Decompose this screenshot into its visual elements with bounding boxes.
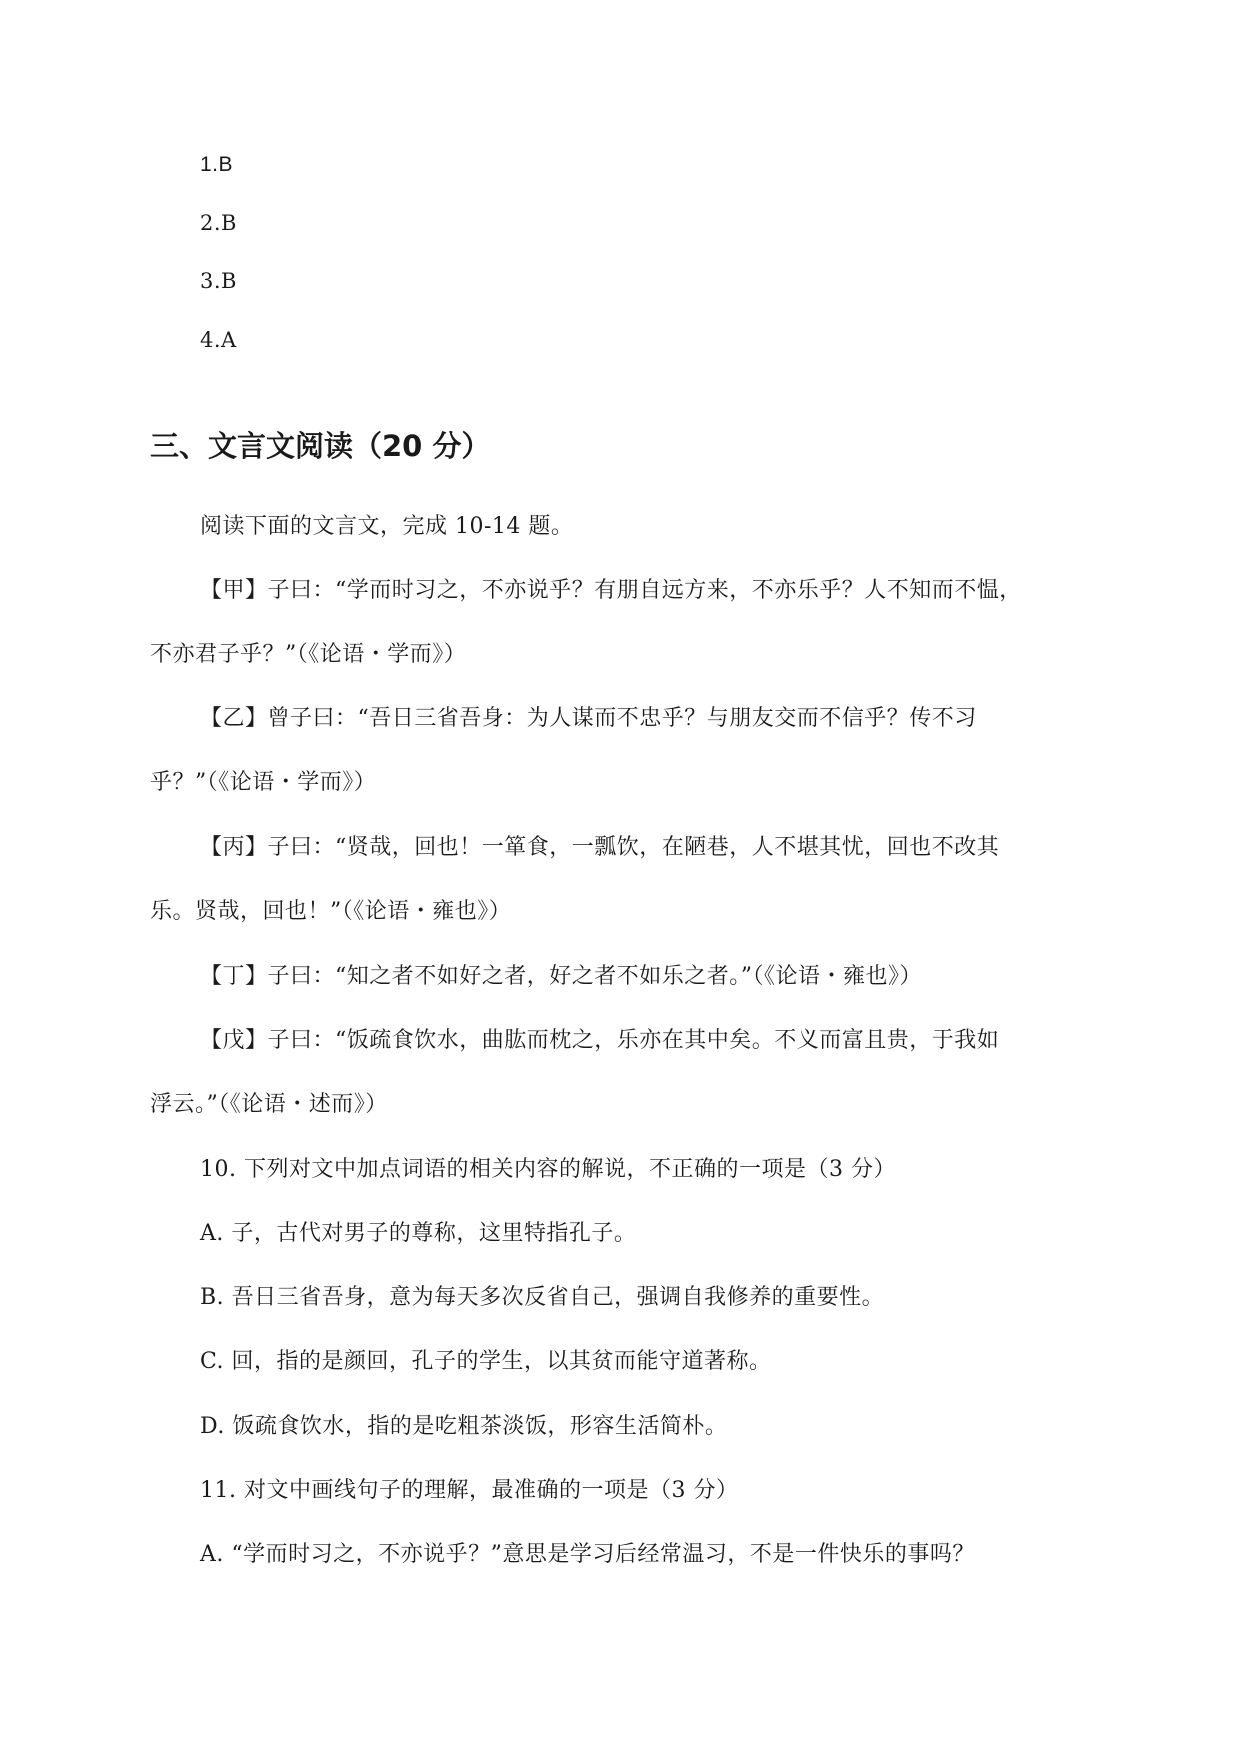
passage-ding-line-1: 【丁】子曰：“知之者不如好之者，好之者不如乐之者。”（《论语・雍也》） bbox=[200, 964, 922, 989]
passage-yi-line-1: 【乙】曾子曰：“吾日三省吾身：为人谋而不忠乎？与朋友交而不信乎？传不习 bbox=[200, 706, 977, 731]
answer-1: 1.B bbox=[200, 153, 234, 176]
question-10-option-d: D. 饭疏食饮水，指的是吃粗茶淡饭，形容生活简朴。 bbox=[200, 1414, 728, 1439]
passage-wu-line-2: 浮云。”（《论语・述而》） bbox=[150, 1092, 388, 1117]
question-10-stem: 10. 下列对文中加点词语的相关内容的解说，不正确的一项是（3 分） bbox=[200, 1157, 896, 1182]
question-10-option-b: B. 吾日三省吾身，意为每天多次反省自己，强调自我修养的重要性。 bbox=[200, 1285, 885, 1310]
passage-jia-line-2: 不亦君子乎？”（《论语・学而》） bbox=[150, 642, 467, 667]
passage-bing-line-1: 【丙】子曰：“贤哉，回也！一箪食，一瓢饮，在陋巷，人不堪其忧，回也不改其 bbox=[200, 835, 1000, 860]
question-10-option-c: C. 回，指的是颜回，孔子的学生，以其贫而能守道著称。 bbox=[200, 1349, 772, 1374]
answer-3: 3.B bbox=[200, 269, 237, 293]
section-title: 三、文言文阅读（20 分） bbox=[150, 429, 491, 463]
answer-4: 4.A bbox=[200, 328, 237, 352]
passage-jia-line-1: 【甲】子曰：“学而时习之，不亦说乎？有朋自远方来，不亦乐乎？人不知而不愠， bbox=[200, 578, 1022, 603]
answer-2: 2.B bbox=[200, 211, 237, 235]
instruction: 阅读下面的文言文，完成 10-14 题。 bbox=[200, 514, 574, 539]
question-10-option-a: A. 子，古代对男子的尊称，这里特指孔子。 bbox=[200, 1221, 637, 1246]
passage-wu-line-1: 【戊】子曰：“饭疏食饮水，曲肱而枕之，乐亦在其中矣。不义而富且贵，于我如 bbox=[200, 1028, 1000, 1053]
question-11-stem: 11. 对文中画线句子的理解，最准确的一项是（3 分） bbox=[200, 1478, 739, 1503]
passage-bing-line-2: 乐。贤哉，回也！”（《论语・雍也》） bbox=[150, 899, 512, 924]
question-11-option-a: A. “学而时习之，不亦说乎？”意思是学习后经常温习，不是一件快乐的事吗？ bbox=[200, 1542, 975, 1567]
passage-yi-line-2: 乎？”（《论语・学而》） bbox=[150, 770, 377, 795]
